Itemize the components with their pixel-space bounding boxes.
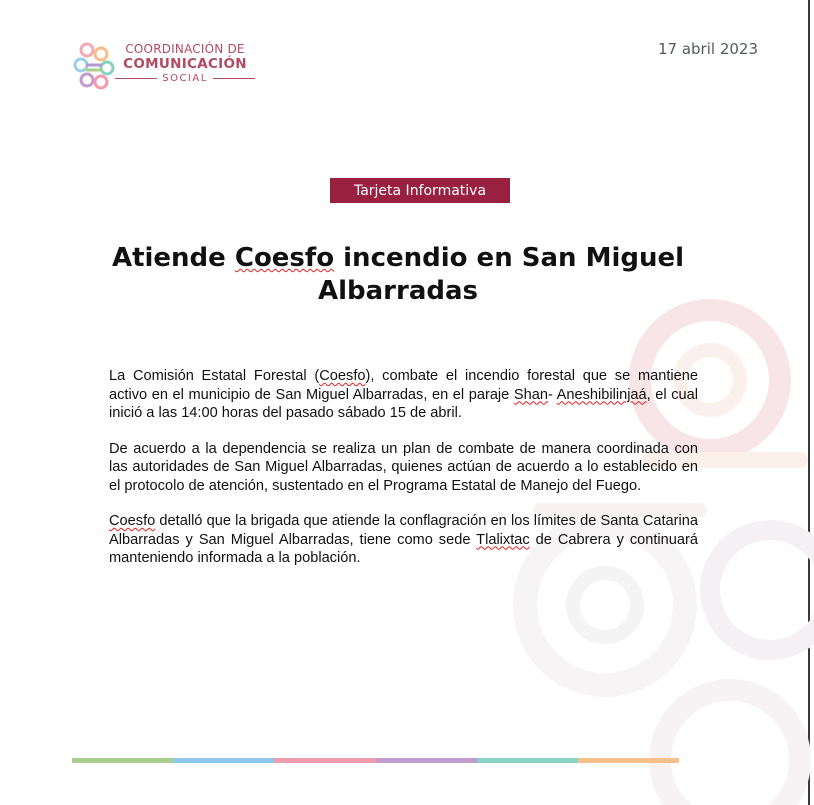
flagged-word: Coesfo (319, 368, 366, 384)
logo-mark (70, 40, 118, 92)
text-segment: ), combate el incendio forestal que se mantiene activo en el municipio de San Miguel Albarradas, en el paraje (109, 368, 698, 403)
logo-line-2: COMUNICACIÓN (123, 56, 247, 72)
text-segment: detalló que la brigada que atiende la conflagración en los límites de Santa Catarina Albarradas y San Miguel Albarradas, tiene como sede (109, 513, 698, 548)
footer-stripe (274, 758, 375, 763)
text-segment: De acuerdo a la dependencia se realiza un plan de combate de manera coordinada con las autoridades de San Miguel Albarradas, quienes actúan de acuerdo a lo establecido en el protocolo de atención, sustentado en el Programa Estatal de Manejo del Fuego. (109, 440, 698, 494)
document-type-badge: Tarjeta Informativa (330, 178, 510, 203)
flagged-word: Aneshibilinjaá (556, 386, 647, 403)
footer-stripe (578, 758, 679, 763)
logo-divider-left (115, 78, 157, 79)
title-flagged-word: Coesfo (234, 243, 335, 273)
document-date: 17 abril 2023 (657, 40, 758, 58)
flagged-word: Coesfo (109, 513, 156, 529)
logo-divider-right (213, 78, 255, 79)
text-segment: La Comisión Estatal Forestal ( (109, 368, 320, 384)
logo-line-3: SOCIAL (162, 72, 208, 84)
flagged-word: Tlalixtac (476, 531, 530, 548)
title-part: incendio en San Miguel Albarradas (317, 243, 685, 306)
page-title (100, 242, 696, 308)
flagged-word: Shan (513, 386, 548, 403)
text-segment: , el cual inició a las 14:00 horas del pasado sábado 15 de abril. (109, 386, 699, 421)
footer-color-bar (72, 758, 679, 763)
text-segment: - (547, 386, 557, 403)
title-part: Atiende (111, 243, 235, 273)
paragraph (109, 367, 698, 423)
paragraph (109, 512, 698, 568)
logo-text (115, 43, 255, 84)
article-body (109, 367, 698, 585)
footer-stripe (72, 758, 173, 763)
logo-line-1: COORDINACIÓN DE (125, 42, 245, 56)
text-segment: de Cabrera y continuará manteniendo informada a la población. (109, 531, 699, 566)
footer-stripe (477, 758, 578, 763)
footer-stripe (173, 758, 274, 763)
paragraph (109, 440, 698, 496)
footer-stripe (376, 758, 477, 763)
